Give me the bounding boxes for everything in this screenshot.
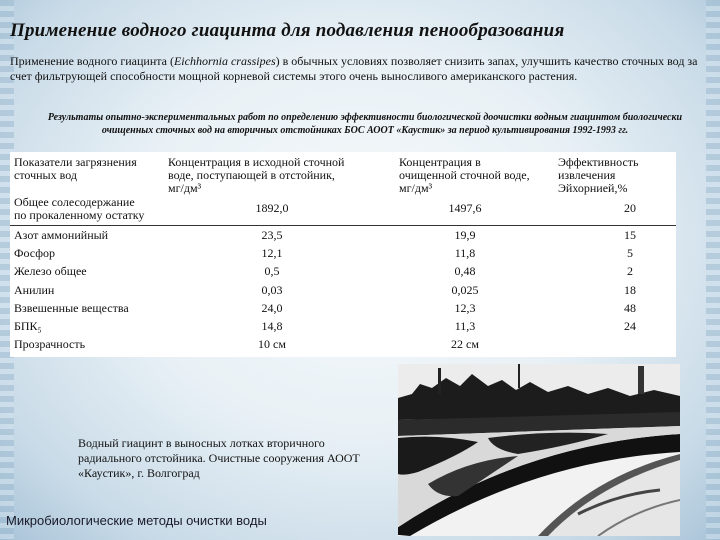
salt-row-name-line: по прокаленному остатку — [14, 208, 145, 222]
intro-paragraph — [10, 54, 710, 84]
table-caption: Результаты опытно-экспериментальных работ по определению эффективности биологической доочистки водным гиацинтом биологически очищенных сточных вод на вторичных отстойниках БОС АООТ «Каустик» за период культивирования 1992-1993 гг. — [47, 112, 683, 136]
row-efficiency-value: 2 — [627, 264, 633, 278]
header-purified — [399, 156, 530, 195]
row-efficiency-value: 24 — [624, 319, 636, 333]
salt-row-initial: 1892,0 — [255, 201, 289, 215]
intro-text-start: Применение водного гиацинта ( — [10, 54, 174, 68]
table-divider — [10, 225, 676, 226]
photo-illustration — [398, 364, 680, 536]
row-efficiency-value: 5 — [627, 246, 633, 260]
header-efficiency-line: Эйхорнией,% — [558, 181, 628, 195]
header-purified-line: очищенной сточной воде, — [399, 168, 530, 182]
header-efficiency-line: извлечения — [558, 168, 616, 182]
row-name: БПК₅ — [14, 319, 42, 333]
salt-row-name-line: Общее солесодержание — [14, 195, 135, 209]
header-efficiency — [558, 156, 639, 195]
row-name: Прозрачность — [14, 337, 86, 351]
header-indicators-line: сточных вод — [14, 168, 77, 182]
header-initial-line: мг/дм³ — [168, 181, 202, 195]
row-initial-value: 24,0 — [261, 301, 283, 315]
row-efficiency-value: 18 — [624, 283, 636, 297]
header-initial — [168, 156, 344, 195]
row-efficiency-value: 15 — [624, 228, 636, 242]
slide-footer: Микробиологические методы очистки воды — [6, 513, 267, 528]
row-efficiency-value: 48 — [624, 301, 636, 315]
row-name: Азот аммонийный — [14, 228, 109, 242]
row-initial-value: 12,1 — [261, 246, 283, 260]
row-initial-value: 0,5 — [264, 264, 280, 278]
row-purified-value: 0,025 — [451, 283, 479, 297]
row-name: Фосфор — [14, 246, 56, 260]
row-purified-value: 11,8 — [454, 246, 476, 260]
row-initial-value: 14,8 — [261, 319, 283, 333]
row-initial-value: 0,03 — [261, 283, 283, 297]
row-purified-value: 22 см — [451, 337, 479, 351]
latin-name: Eichhornia crassipes — [173, 54, 276, 68]
water-hyacinth-photo — [398, 364, 680, 536]
slide-title: Применение водного гиацинта для подавления пенообразования — [10, 20, 565, 41]
row-purified-value: 11,3 — [454, 319, 476, 333]
row-initial-value: 23,5 — [261, 228, 283, 242]
row-purified-value: 0,48 — [454, 264, 476, 278]
row-purified-value: 19,9 — [454, 228, 476, 242]
header-purified-line: Концентрация в — [399, 155, 481, 169]
salt-row-name — [14, 196, 144, 222]
row-initial-value: 10 см — [258, 337, 286, 351]
row-name: Анилин — [14, 283, 55, 297]
row-name: Взвешенные вещества — [14, 301, 129, 315]
intro-text-end: ) в обычных условиях позволяет снизить запах, улучшить качество сточных вод за счет фильтрующей способности мощной корневой системы этого очень выносливого американского растения. — [10, 54, 698, 83]
header-initial-line: воде, поступающей в отстойник, — [168, 168, 335, 182]
header-indicators-line: Показатели загрязнения — [14, 155, 137, 169]
header-indicators — [14, 156, 137, 182]
salt-row-efficiency: 20 — [624, 201, 636, 215]
header-efficiency-line: Эффективность — [558, 155, 639, 169]
row-purified-value: 12,3 — [454, 301, 476, 315]
header-purified-line: мг/дм³ — [399, 181, 433, 195]
header-initial-line: Концентрация в исходной сточной — [168, 155, 345, 169]
photo-caption: Водный гиацинт в выносных лотках вторичного радиального отстойника. Очистные сооружения АООТ «Каустик», г. Волгоград — [78, 436, 360, 480]
salt-row-purified: 1497,6 — [448, 201, 482, 215]
row-name: Железо общее — [14, 264, 87, 278]
